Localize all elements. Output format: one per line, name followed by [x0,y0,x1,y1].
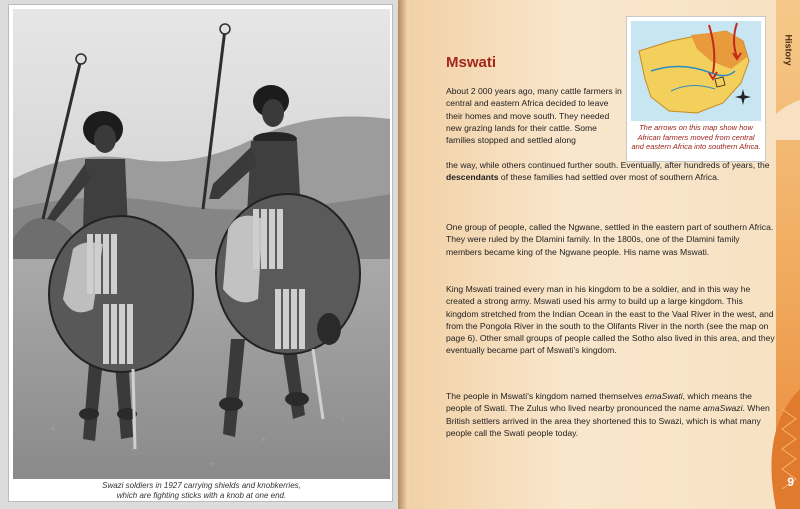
paragraph-1b-start: the way, while others continued further south. Eventually, after hundreds of years, the [446,160,770,170]
tab-swoosh [760,100,800,140]
paragraph-1b [446,159,771,184]
map-figure [626,16,766,162]
page-title: Mswati [446,54,497,71]
photo-caption-line1: Swazi soldiers in 1927 carrying shields and knobkerries, [102,481,301,490]
paragraph-1b-end: of these families had settled over most of southern Africa. [498,172,720,183]
paragraph-4-b: , which means the people of Swati. The Zulus who lived nearby pronounced the name [446,391,752,414]
section-label: History [783,34,794,66]
historical-photo [13,9,390,479]
book-spine [398,0,410,509]
paragraph-4-c: . When British settlers arrived in the area they shortened this to Swazi, which is what many people call the Swati people today. [446,403,770,438]
paragraph-2: One group of people, called the Ngwane, settled in the eastern part of southern Africa. They were ruled by the Dlamini family. In the 1800s, one of the Dlamini family members became king of the Ngwane people. His name was Mswati. [446,222,774,257]
map-caption: The arrows on this map show how African farmers moved from central and eastern Africa into southern Africa. [631,123,761,151]
page-number: 9 [787,475,794,489]
paragraph-4 [446,390,776,439]
paragraph-1a: About 2 000 years ago, many cattle farmers in central and eastern Africa decided to leave their homes and move south. They needed new grazing lands for their cattle. Some families stopped and settled along [446,86,622,146]
right-page [410,0,800,509]
photo-frame [8,4,393,502]
section-tab-label [778,10,798,90]
section-tab [776,0,800,509]
photo-caption [13,481,390,501]
term-amaswazi: amaSwazi [702,403,743,414]
paragraph-3: King Mswati trained every man in his kingdom to be a soldier, and in this way he created a strong army. Mswati used his army to build up a large kingdom. This kingdom stretched from the Indian Ocean in the east to the Vaal River in the west, and from the Pongola River in the south to the Olifants River in the north (see the map on page 6). Other small groups of people called the Sotho also lived in this area, and they eventually became part of Mswati's kingdom. [446,284,775,356]
southern-africa-map [631,21,761,121]
photo-caption-line2: which are fighting sticks with a knob at one end. [116,491,287,500]
keyword-descendants: descendants [446,172,499,183]
paragraph-4-a: The people in Mswati's kingdom named themselves [446,391,645,401]
term-emaswati: emaSwati [644,391,683,401]
